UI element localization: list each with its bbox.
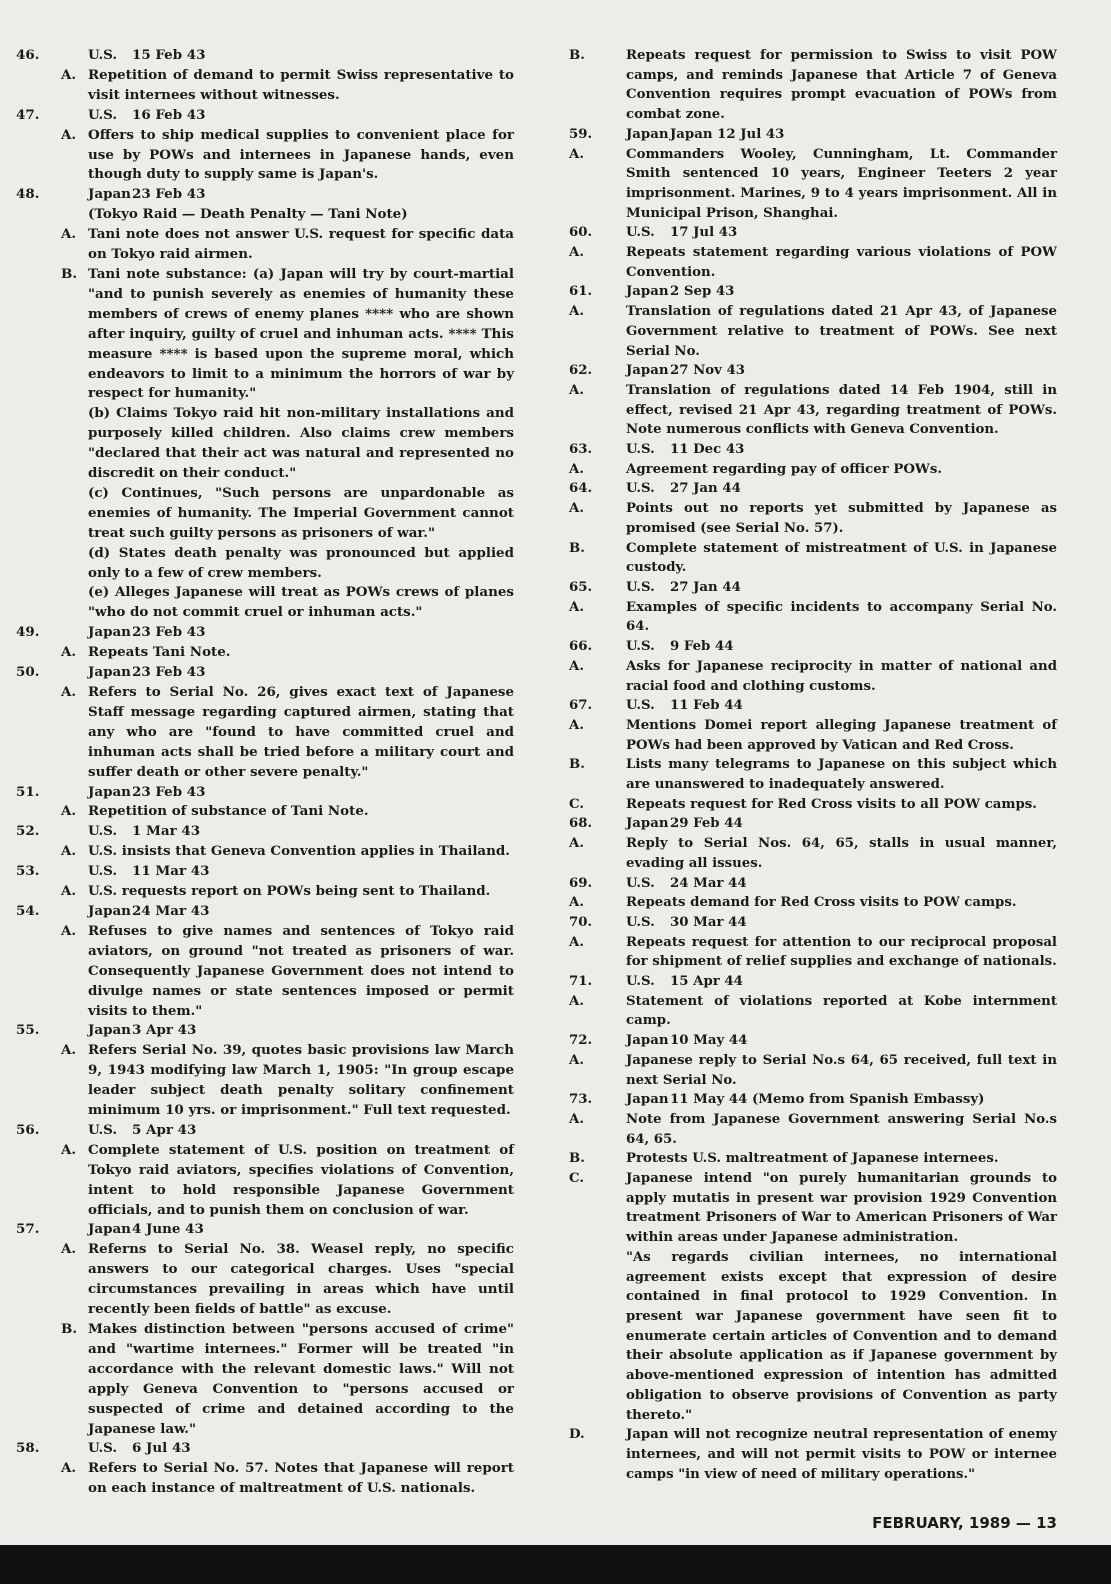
- sender: U.S.: [626, 914, 655, 930]
- item-letter: A.: [61, 922, 77, 939]
- serial-entry: [569, 361, 1057, 440]
- entry-header: [569, 479, 1057, 499]
- serial-number: 63.: [569, 442, 593, 458]
- left-column: [16, 46, 514, 1499]
- item-text: [626, 893, 1057, 913]
- sender: Japan: [626, 126, 669, 142]
- item-letter: A.: [569, 599, 584, 615]
- entry-date: 27 Nov 43: [670, 363, 746, 379]
- item-paragraph: Asks for Japanese reciprocity in matter of national and racial food and clothing customs.: [626, 658, 1057, 694]
- entry-item: [16, 1459, 514, 1499]
- entry-header: [16, 862, 514, 882]
- entry-item: [16, 643, 514, 663]
- serial-entry: [569, 1031, 1057, 1090]
- item-letter: B.: [569, 1151, 585, 1167]
- item-paragraph: Repeats request for attention to our reciprocal proposal for shipment of relief supplies and exchange of nationals.: [626, 934, 1057, 970]
- entry-date: 11 Mar 43: [132, 863, 210, 880]
- item-text: [626, 1425, 1057, 1484]
- entry-date: 5 Apr 43: [132, 1121, 197, 1138]
- item-text: [88, 882, 514, 902]
- item-paragraph: Complete statement of mistreatment of U.S. in Japanese custody.: [626, 540, 1057, 576]
- serial-number: 47.: [16, 106, 40, 123]
- serial-number: 52.: [16, 823, 40, 840]
- serial-entry: [16, 822, 514, 862]
- item-text: [626, 46, 1057, 125]
- entry-header: [569, 972, 1057, 992]
- entry-date: 24 Mar 43: [132, 902, 210, 919]
- serial-number: 57.: [16, 1221, 40, 1238]
- item-paragraph: Examples of specific incidents to accompany Serial No. 64.: [626, 599, 1057, 635]
- entry-date: 17 Jul 43: [670, 225, 738, 241]
- entry-header: [569, 814, 1057, 834]
- serial-number: 62.: [569, 363, 593, 379]
- entry-item: [16, 1320, 514, 1439]
- item-letter: A.: [569, 245, 584, 261]
- entry-item: [569, 243, 1057, 282]
- item-text: [626, 1149, 1057, 1169]
- item-text: [88, 643, 514, 663]
- sender: U.S.: [88, 1440, 118, 1457]
- item-letter: A.: [61, 843, 77, 860]
- entry-header: [16, 1021, 514, 1041]
- entry-date: 23 Feb 43: [132, 783, 206, 800]
- entry-item: [569, 657, 1057, 696]
- item-text: [88, 66, 514, 106]
- item-letter: A.: [61, 1460, 77, 1477]
- item-paragraph: Repetition of demand to permit Swiss representative to visit internees without witnesses.: [88, 66, 514, 103]
- item-paragraph: Refuses to give names and sentences of Tokyo raid aviators, on ground "not treated as prisoners of war. Consequently Japanese Government does not intend to divulge names or state sentences imposed or permit visits to them.": [88, 922, 514, 1019]
- serial-number: 71.: [569, 974, 593, 990]
- sender: U.S.: [626, 442, 655, 458]
- serial-entry: [16, 46, 514, 106]
- item-text: [88, 683, 514, 783]
- item-letter: A.: [569, 658, 584, 674]
- entry-item: [569, 755, 1057, 794]
- serial-entry: [569, 972, 1057, 1031]
- serial-entry: [569, 814, 1057, 873]
- item-text: [88, 842, 514, 862]
- item-letter: A.: [569, 501, 584, 517]
- item-text: [88, 265, 514, 623]
- page-footer: FEBRUARY, 1989 — 13: [872, 1514, 1057, 1532]
- entry-item: [569, 992, 1057, 1031]
- item-paragraph: Tani note does not answer U.S. request for specific data on Tokyo raid airmen.: [88, 226, 514, 263]
- item-paragraph: Agreement regarding pay of officer POWs.: [626, 461, 942, 477]
- item-paragraph: Statement of violations reported at Kobe internment camp.: [626, 993, 1057, 1029]
- item-letter: A.: [569, 382, 584, 398]
- entry-date: Japan 12 Jul 43: [670, 126, 785, 142]
- serial-entry: [16, 902, 514, 1021]
- entry-item: [569, 1425, 1057, 1484]
- entry-header: [16, 1121, 514, 1141]
- serial-number: 51.: [16, 783, 40, 800]
- item-paragraph: Points out no reports yet submitted by Japanese as promised (see Serial No. 57).: [626, 501, 1057, 536]
- serial-number: 70.: [569, 914, 593, 930]
- entry-header: [569, 874, 1057, 894]
- entry-header: [569, 440, 1057, 460]
- serial-entry: [569, 282, 1057, 361]
- entry-date: 11 Dec 43: [670, 442, 745, 458]
- item-text: [626, 302, 1057, 361]
- serial-entry: [16, 1439, 514, 1499]
- item-text: [626, 795, 1057, 815]
- item-paragraph: Commanders Wooley, Cunningham, Lt. Commander Smith sentenced 10 years, Engineer Teeters 2 year imprisonment. Marines, 9 to 4 years imprisonment. All in Municipal Prison, Shanghai.: [626, 146, 1057, 221]
- entry-date: 27 Jan 44: [670, 481, 741, 497]
- item-text: [88, 225, 514, 265]
- entry-date: 2 Sep 43: [670, 284, 735, 300]
- item-text: [626, 992, 1057, 1031]
- item-paragraph: Japanese reply to Serial No.s 64, 65 received, full text in next Serial No.: [626, 1052, 1057, 1088]
- entry-item: [569, 1169, 1057, 1425]
- item-letter: A.: [61, 803, 77, 820]
- entry-header: [16, 1439, 514, 1459]
- entry-item: [569, 1110, 1057, 1149]
- item-paragraph: Refers Serial No. 39, quotes basic provisions law March 9, 1943 modifying law March 1, 1905: "In group escape leader subject death penalty solitary confinement minimum 10 yrs. or imprisonment." Full text requested.: [88, 1042, 514, 1119]
- item-paragraph: Japanese intend "on purely humanitarian grounds to apply mutatis in present war provision 1929 Convention treatment Prisoners of War to American Prisoners of War within areas under Japanese administration.: [626, 1171, 1057, 1246]
- item-text: [626, 933, 1057, 972]
- serial-number: 68.: [569, 816, 593, 832]
- entry-item: [569, 460, 1057, 480]
- entry-date: 24 Mar 44: [670, 875, 747, 891]
- item-paragraph: Lists many telegrams to Japanese on this subject which are unanswered to inadequately answered.: [626, 757, 1057, 793]
- entry-item: [569, 834, 1057, 873]
- serial-number: 59.: [569, 126, 593, 142]
- sender: Japan: [88, 902, 131, 919]
- item-text: [626, 539, 1057, 578]
- item-paragraph: U.S. insists that Geneva Convention applies in Thailand.: [88, 843, 510, 860]
- sender: U.S.: [626, 698, 655, 714]
- entry-date: 11 Feb 44: [670, 698, 743, 714]
- sender: U.S.: [626, 579, 655, 595]
- item-letter: A.: [61, 644, 77, 661]
- item-letter: A.: [569, 993, 584, 1009]
- entry-date: 27 Jan 44: [670, 579, 741, 595]
- item-text: [626, 1110, 1057, 1149]
- item-letter: A.: [569, 836, 584, 852]
- entry-date: 23 Feb 43: [132, 624, 206, 641]
- serial-number: 56.: [16, 1121, 40, 1138]
- entry-header: [16, 783, 514, 803]
- item-paragraph: Makes distinction between "persons accused of crime" and "wartime internees." Former will be treated "in accordance with the relevant domestic laws." Will not apply Geneva Convention to "persons accused or suspected of crime and detained according to the Japanese law.": [88, 1321, 514, 1437]
- item-paragraph: Referns to Serial No. 38. Weasel reply, no specific answers to our categorical charges. Uses "special circumstances prevailing in areas which have until recently been fields of battle" as excuse.: [88, 1241, 514, 1318]
- item-paragraph: Mentions Domei report alleging Japanese treatment of POWs had been approved by Vatican and Red Cross.: [626, 717, 1057, 753]
- item-paragraph: Translation of regulations dated 21 Apr 43, of Japanese Government relative to treatment of POWs. See next Serial No.: [626, 304, 1057, 359]
- entry-date: 11 May 44 (Memo from Spanish Embassy): [670, 1092, 985, 1108]
- item-letter: C.: [569, 1171, 584, 1187]
- entry-item: [16, 1240, 514, 1320]
- sender: U.S.: [626, 481, 655, 497]
- entry-date: 10 May 44: [670, 1033, 748, 1049]
- item-text: [88, 1240, 514, 1320]
- item-letter: A.: [61, 684, 77, 700]
- entry-item: [16, 802, 514, 822]
- item-text: [88, 1141, 514, 1221]
- entry-header: [569, 361, 1057, 381]
- item-letter: A.: [569, 461, 584, 477]
- serial-number: 72.: [569, 1033, 593, 1049]
- serial-number: 65.: [569, 579, 593, 595]
- serial-entry: [569, 479, 1057, 578]
- sender: Japan: [88, 1022, 131, 1039]
- sender: Japan: [626, 1033, 669, 1049]
- entry-date: 6 Jul 43: [132, 1440, 191, 1457]
- entry-header: [16, 623, 514, 643]
- item-paragraph: Complete statement of U.S. position on treatment of Tokyo raid aviators, specifies violations of Convention, intent to hold responsible Japanese Government officials, and to punish them on conclusion of war.: [88, 1141, 514, 1218]
- entry-date: 29 Feb 44: [670, 816, 743, 832]
- item-paragraph: U.S. requests report on POWs being sent to Thailand.: [88, 883, 491, 900]
- entry-date: 30 Mar 44: [670, 914, 747, 930]
- item-letter: B.: [61, 1321, 78, 1337]
- entry-date: 16 Feb 43: [132, 106, 206, 123]
- serial-entry: [16, 1220, 514, 1439]
- item-letter: D.: [569, 1427, 585, 1443]
- serial-entry: [569, 223, 1057, 282]
- entry-header: [16, 46, 514, 66]
- entry-header: [569, 223, 1057, 243]
- item-text: [626, 499, 1057, 538]
- item-letter: A.: [569, 934, 584, 950]
- sender: U.S.: [88, 823, 118, 840]
- item-letter: A.: [569, 717, 584, 733]
- entry-header: [569, 578, 1057, 598]
- sender: U.S.: [88, 863, 118, 880]
- item-paragraph: Refers to Serial No. 57. Notes that Japanese will report on each instance of maltreatment of U.S. nationals.: [88, 1460, 514, 1497]
- sender: Japan: [626, 284, 669, 300]
- item-paragraph: Repeats request for permission to Swiss to visit POW camps, and reminds Japanese that Article 7 of Geneva Convention requires prompt evacuation of POWs from combat zone.: [626, 48, 1057, 123]
- item-text: [626, 716, 1057, 755]
- entry-header: [569, 913, 1057, 933]
- sender: U.S.: [88, 1121, 118, 1138]
- item-letter: B.: [569, 757, 585, 773]
- entry-item: [16, 66, 514, 106]
- entry-item: [569, 499, 1057, 538]
- sender: Japan: [626, 363, 669, 379]
- serial-entry: [16, 185, 514, 623]
- item-paragraph: Translation of regulations dated 14 Feb 1904, still in effect, revised 21 Apr 43, regarding treatment of POWs. Note numerous conflicts with Geneva Convention.: [626, 382, 1057, 438]
- serial-entry: [569, 874, 1057, 913]
- item-paragraph: Repeats demand for Red Cross visits to POW camps.: [626, 895, 1017, 911]
- serial-entry: [16, 862, 514, 902]
- item-text: [626, 145, 1057, 224]
- entry-date: 3 Apr 43: [132, 1022, 197, 1039]
- item-paragraph: Repeats Tani Note.: [88, 644, 231, 661]
- item-letter: A.: [569, 304, 584, 320]
- sender: Japan: [88, 664, 131, 681]
- scan-bottom-edge: [0, 1545, 1111, 1584]
- serial-number: 60.: [569, 225, 593, 241]
- serial-number: 50.: [16, 664, 40, 681]
- item-letter: A.: [569, 1052, 584, 1068]
- entry-header: [569, 125, 1057, 145]
- entry-item: [16, 225, 514, 265]
- sender: Japan: [626, 1092, 669, 1108]
- item-text: [88, 126, 514, 186]
- item-paragraph: (e) Alleges Japanese will treat as POWs crews of planes "who do not commit cruel or inhuman acts.": [88, 584, 514, 621]
- item-paragraph: (c) Continues, "Such persons are unpardonable as enemies of humanity. The Imperial Government cannot treat such guilty persons as prisoners of war.": [88, 484, 514, 541]
- item-text: [88, 922, 514, 1022]
- entry-header: [16, 1220, 514, 1240]
- item-paragraph: Repetition of substance of Tani Note.: [88, 803, 369, 820]
- sender: Japan: [88, 1221, 131, 1238]
- serial-entry: [16, 783, 514, 823]
- serial-entry: [16, 1021, 514, 1121]
- item-letter: A.: [569, 146, 584, 162]
- entry-item: [16, 265, 514, 623]
- item-paragraph: Repeats statement regarding various violations of POW Convention.: [626, 245, 1057, 280]
- item-text: [626, 460, 1057, 480]
- item-letter: B.: [569, 48, 585, 63]
- entry-item: [569, 145, 1057, 224]
- item-text: [88, 1459, 514, 1499]
- item-text: [88, 802, 514, 822]
- entry-date: 4 June 43: [132, 1221, 204, 1238]
- serial-entry: [16, 623, 514, 663]
- item-letter: A.: [61, 226, 77, 243]
- item-paragraph: Note from Japanese Government answering Serial No.s 64, 65.: [626, 1111, 1057, 1147]
- entry-date: 9 Feb 44: [670, 639, 734, 655]
- serial-entry: [569, 1090, 1057, 1484]
- serial-entry: [569, 913, 1057, 972]
- item-text: [626, 1169, 1057, 1425]
- item-letter: B.: [61, 265, 78, 282]
- sender: Japan: [88, 624, 131, 641]
- item-paragraph: Tani note substance: (a) Japan will try by court-martial "and to punish severely as enemies of humanity these members of crews of enemy planes **** who are shown after inquiry, guilty of cruel and inhuman acts. **** This measure **** is based upon the supreme moral, which endeavors to limit to a minimum the horrors of war by respect for humanity.": [88, 265, 514, 402]
- serial-number: 58.: [16, 1440, 40, 1457]
- serial-number: 67.: [569, 698, 593, 714]
- item-text: [626, 834, 1057, 873]
- entry-item: [569, 539, 1057, 578]
- sender: Japan: [88, 186, 131, 203]
- serial-number: 49.: [16, 624, 40, 641]
- serial-number: 61.: [569, 284, 593, 300]
- serial-entry: [569, 125, 1057, 224]
- entry-header: [16, 822, 514, 842]
- entry-header: [569, 637, 1057, 657]
- entry-item: [569, 716, 1057, 755]
- entry-header: [16, 902, 514, 922]
- entry-item: [569, 1149, 1057, 1169]
- item-paragraph: Japan will not recognize neutral representation of enemy internees, and will not permit visits to POW or internee camps "in view of need of military operations.": [626, 1427, 1057, 1482]
- entry-item: [569, 46, 1057, 125]
- entry-date: 15 Apr 44: [670, 974, 743, 990]
- entry-item: [569, 1051, 1057, 1090]
- item-letter: A.: [61, 883, 77, 900]
- serial-entry: [569, 696, 1057, 814]
- item-paragraph: "As regards civilian internees, no international agreement exists except that expression of desire contained in final protocol to 1929 Convention. In present war Japanese government have seen fit to enumerate certain articles of Convention and to demand their absolute application as if Japanese government by above-mentioned expression of intention has admitted obligation to observe provisions of Convention as party thereto.": [626, 1249, 1057, 1423]
- serial-number: 48.: [16, 186, 40, 203]
- sender: U.S.: [626, 875, 655, 891]
- entry-item: [16, 683, 514, 783]
- serial-number: 66.: [569, 639, 593, 655]
- entry-header: [16, 185, 514, 205]
- entry-header: [569, 1031, 1057, 1051]
- serial-number: 46.: [16, 47, 40, 63]
- serial-number: 54.: [16, 902, 40, 919]
- item-letter: A.: [61, 1042, 77, 1059]
- item-text: [626, 243, 1057, 282]
- item-text: [88, 1041, 514, 1121]
- serial-entry: [16, 1121, 514, 1221]
- sender: U.S.: [88, 47, 118, 63]
- entry-item: [16, 882, 514, 902]
- entry-date: 23 Feb 43: [132, 186, 206, 203]
- serial-number: 64.: [569, 481, 593, 497]
- item-letter: A.: [61, 1241, 77, 1258]
- item-letter: A.: [61, 126, 77, 143]
- item-letter: C.: [569, 796, 584, 812]
- sender: U.S.: [626, 974, 655, 990]
- item-letter: A.: [569, 1111, 584, 1127]
- item-paragraph: Offers to ship medical supplies to convenient place for use by POWs and internees in Japanese hands, even though duty to supply same is Japan's.: [88, 126, 514, 183]
- item-paragraph: Repeats request for Red Cross visits to all POW camps.: [626, 796, 1037, 812]
- item-text: [626, 657, 1057, 696]
- item-paragraph: Reply to Serial Nos. 64, 65, stalls in usual manner, evading all issues.: [626, 836, 1057, 871]
- serial-entry: [16, 663, 514, 782]
- serial-number: 69.: [569, 875, 593, 891]
- entry-date: 15 Feb 43: [132, 47, 206, 63]
- serial-entry: [569, 637, 1057, 696]
- entry-item: [16, 1141, 514, 1221]
- serial-entry: [16, 106, 514, 186]
- entry-item: [569, 933, 1057, 972]
- item-text: [626, 755, 1057, 794]
- sender: U.S.: [88, 106, 118, 123]
- item-text: [88, 1320, 514, 1439]
- item-text: [626, 1051, 1057, 1090]
- entry-header: [16, 663, 514, 683]
- item-letter: B.: [569, 540, 585, 556]
- item-paragraph: Protests U.S. maltreatment of Japanese internees.: [626, 1151, 999, 1167]
- entry-item: [569, 381, 1057, 440]
- item-paragraph: (d) States death penalty was pronounced but applied only to a few of crew members.: [88, 544, 514, 581]
- entry-header: [16, 106, 514, 126]
- serial-entry: [569, 578, 1057, 637]
- sender: Japan: [626, 816, 669, 832]
- right-column: [569, 46, 1057, 1484]
- item-text: [626, 598, 1057, 637]
- item-letter: A.: [569, 895, 584, 911]
- entry-date: 1 Mar 43: [132, 823, 201, 840]
- entry-item: [569, 795, 1057, 815]
- sender: Japan: [88, 783, 131, 800]
- entry-item: [569, 893, 1057, 913]
- entry-item: [16, 842, 514, 862]
- serial-number: 73.: [569, 1092, 593, 1108]
- sender: U.S.: [626, 639, 655, 655]
- entry-header: [569, 696, 1057, 716]
- entry-item: [569, 302, 1057, 361]
- item-letter: A.: [61, 66, 77, 83]
- serial-number: 55.: [16, 1022, 40, 1039]
- item-paragraph: (b) Claims Tokyo raid hit non-military installations and purposely killed children. Also claims crew members "declared that their act was natural and represented no discredit on their conduct.": [88, 405, 514, 482]
- item-text: [626, 381, 1057, 440]
- serial-entry: [569, 46, 1057, 125]
- entry-item: [16, 126, 514, 186]
- item-letter: A.: [61, 1141, 77, 1158]
- entry-subtitle: (Tokyo Raid — Death Penalty — Tani Note): [88, 206, 408, 223]
- entry-item: [16, 922, 514, 1022]
- sender: U.S.: [626, 225, 655, 241]
- entry-header: [569, 282, 1057, 302]
- serial-number: 53.: [16, 863, 40, 880]
- item-paragraph: Refers to Serial No. 26, gives exact text of Japanese Staff message regarding captured airmen, stating that any who are "found to have committed cruel and inhuman acts shall be tried before a military court and suffer death or other severe penalty.": [88, 684, 514, 780]
- entry-item: [16, 1041, 514, 1121]
- serial-entry: [569, 440, 1057, 479]
- entry-item: [569, 598, 1057, 637]
- entry-date: 23 Feb 43: [132, 664, 206, 681]
- entry-header: [569, 1090, 1057, 1110]
